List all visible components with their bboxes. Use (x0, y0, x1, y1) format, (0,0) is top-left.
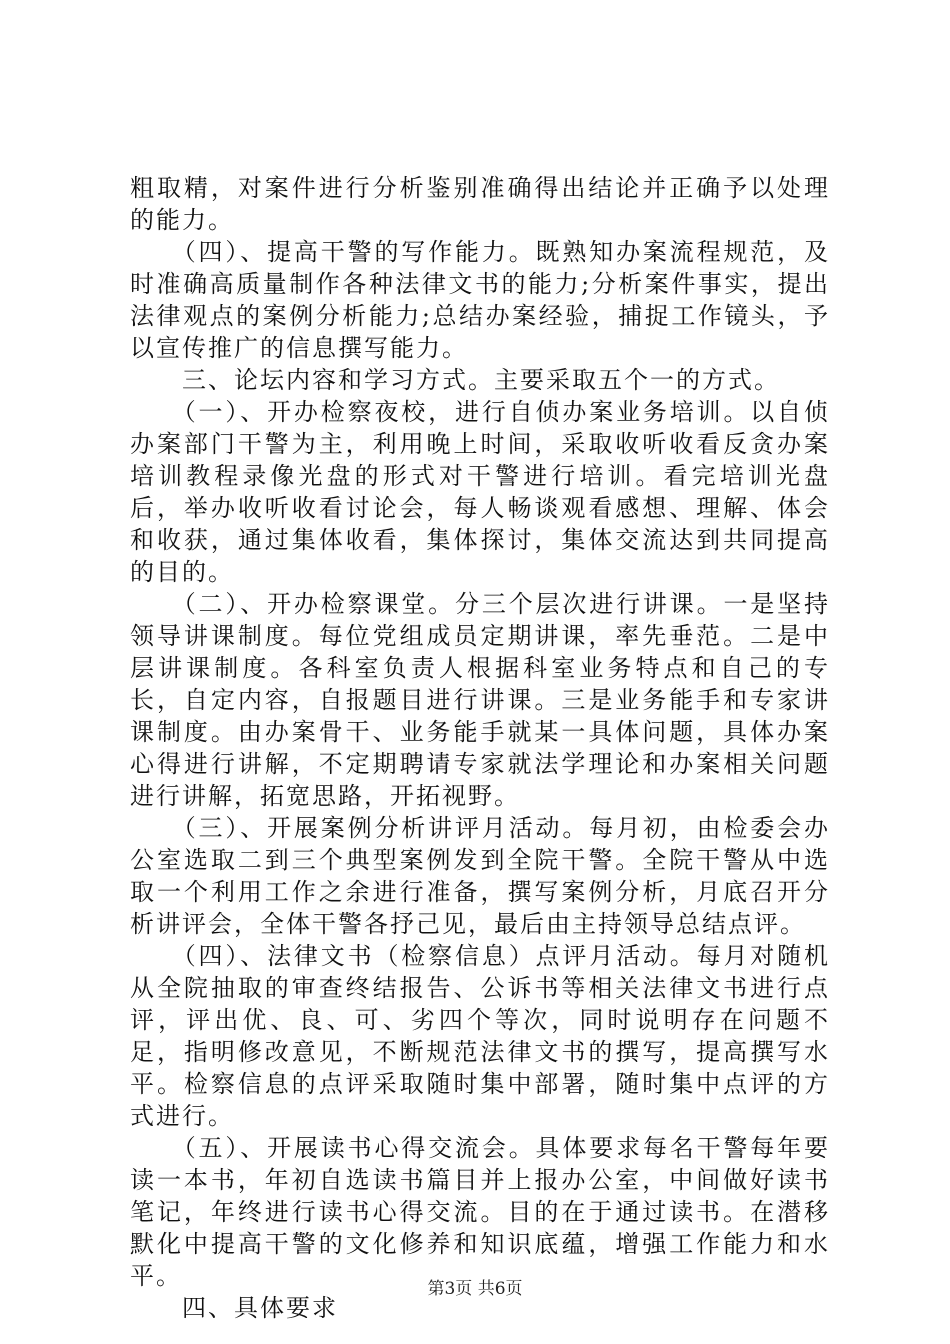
document-body (130, 172, 830, 1324)
paragraph: （四）、提高干警的写作能力。既熟知办案流程规范，及时准确高质量制作各种法律文书的能力;分析案件事实，提出法律观点的案例分析能力;总结办案经验，捕捉工作镜头，予以宣传推广的信息撰写能力。 (130, 238, 830, 362)
paragraph: （三）、开展案例分析讲评月活动。每月初，由检委会办公室选取二到三个典型案例发到全院干警。全院干警从中选取一个利用工作之余进行准备，撰写案例分析，月底召开分析讲评会，全体干警各抒己见，最后由主持领导总结点评。 (130, 814, 830, 938)
page-number-footer: 第3页 共6页 (427, 1279, 523, 1299)
paragraph: 四、具体要求 (130, 1294, 338, 1322)
paragraph: 粗取精，对案件进行分析鉴别准确得出结论并正确予以处理的能力。 (130, 174, 830, 234)
paragraph: 三、论坛内容和学习方式。主要采取五个一的方式。 (130, 366, 780, 394)
paragraph: （一）、开办检察夜校，进行自侦办案业务培训。以自侦办案部门干警为主，利用晚上时间，采取收听收看反贪办案培训教程录像光盘的形式对干警进行培训。看完培训光盘后，举办收听收看讨论会，每人畅谈观看感想、理解、体会和收获，通过集体收看，集体探讨，集体交流达到共同提高的目的。 (130, 398, 830, 586)
paragraph: （五）、开展读书心得交流会。具体要求每名干警每年要读一本书，年初自选读书篇目并上报办公室，中间做好读书笔记，年终进行读书心得交流。目的在于通过读书。在潜移默化中提高干警的文化修养和知识底蕴，增强工作能力和水平。 (130, 1134, 830, 1290)
paragraph: （四）、法律文书（检察信息）点评月活动。每月对随机从全院抽取的审查终结报告、公诉书等相关法律文书进行点评，评出优、良、可、劣四个等次，同时说明存在问题不足，指明修改意见，不断规范法律文书的撰写，提高撰写水平。检察信息的点评采取随时集中部署，随时集中点评的方式进行。 (130, 942, 830, 1130)
paragraph: （二）、开办检察课堂。分三个层次进行讲课。一是坚持领导讲课制度。每位党组成员定期讲课，率先垂范。二是中层讲课制度。各科室负责人根据科室业务特点和自己的专长，自定内容，自报题目进行讲课。三是业务能手和专家讲课制度。由办案骨干、业务能手就某一具体问题，具体办案心得进行讲解，不定期聘请专家就法学理论和办案相关问题进行讲解，拓宽思路，开拓视野。 (130, 590, 830, 810)
